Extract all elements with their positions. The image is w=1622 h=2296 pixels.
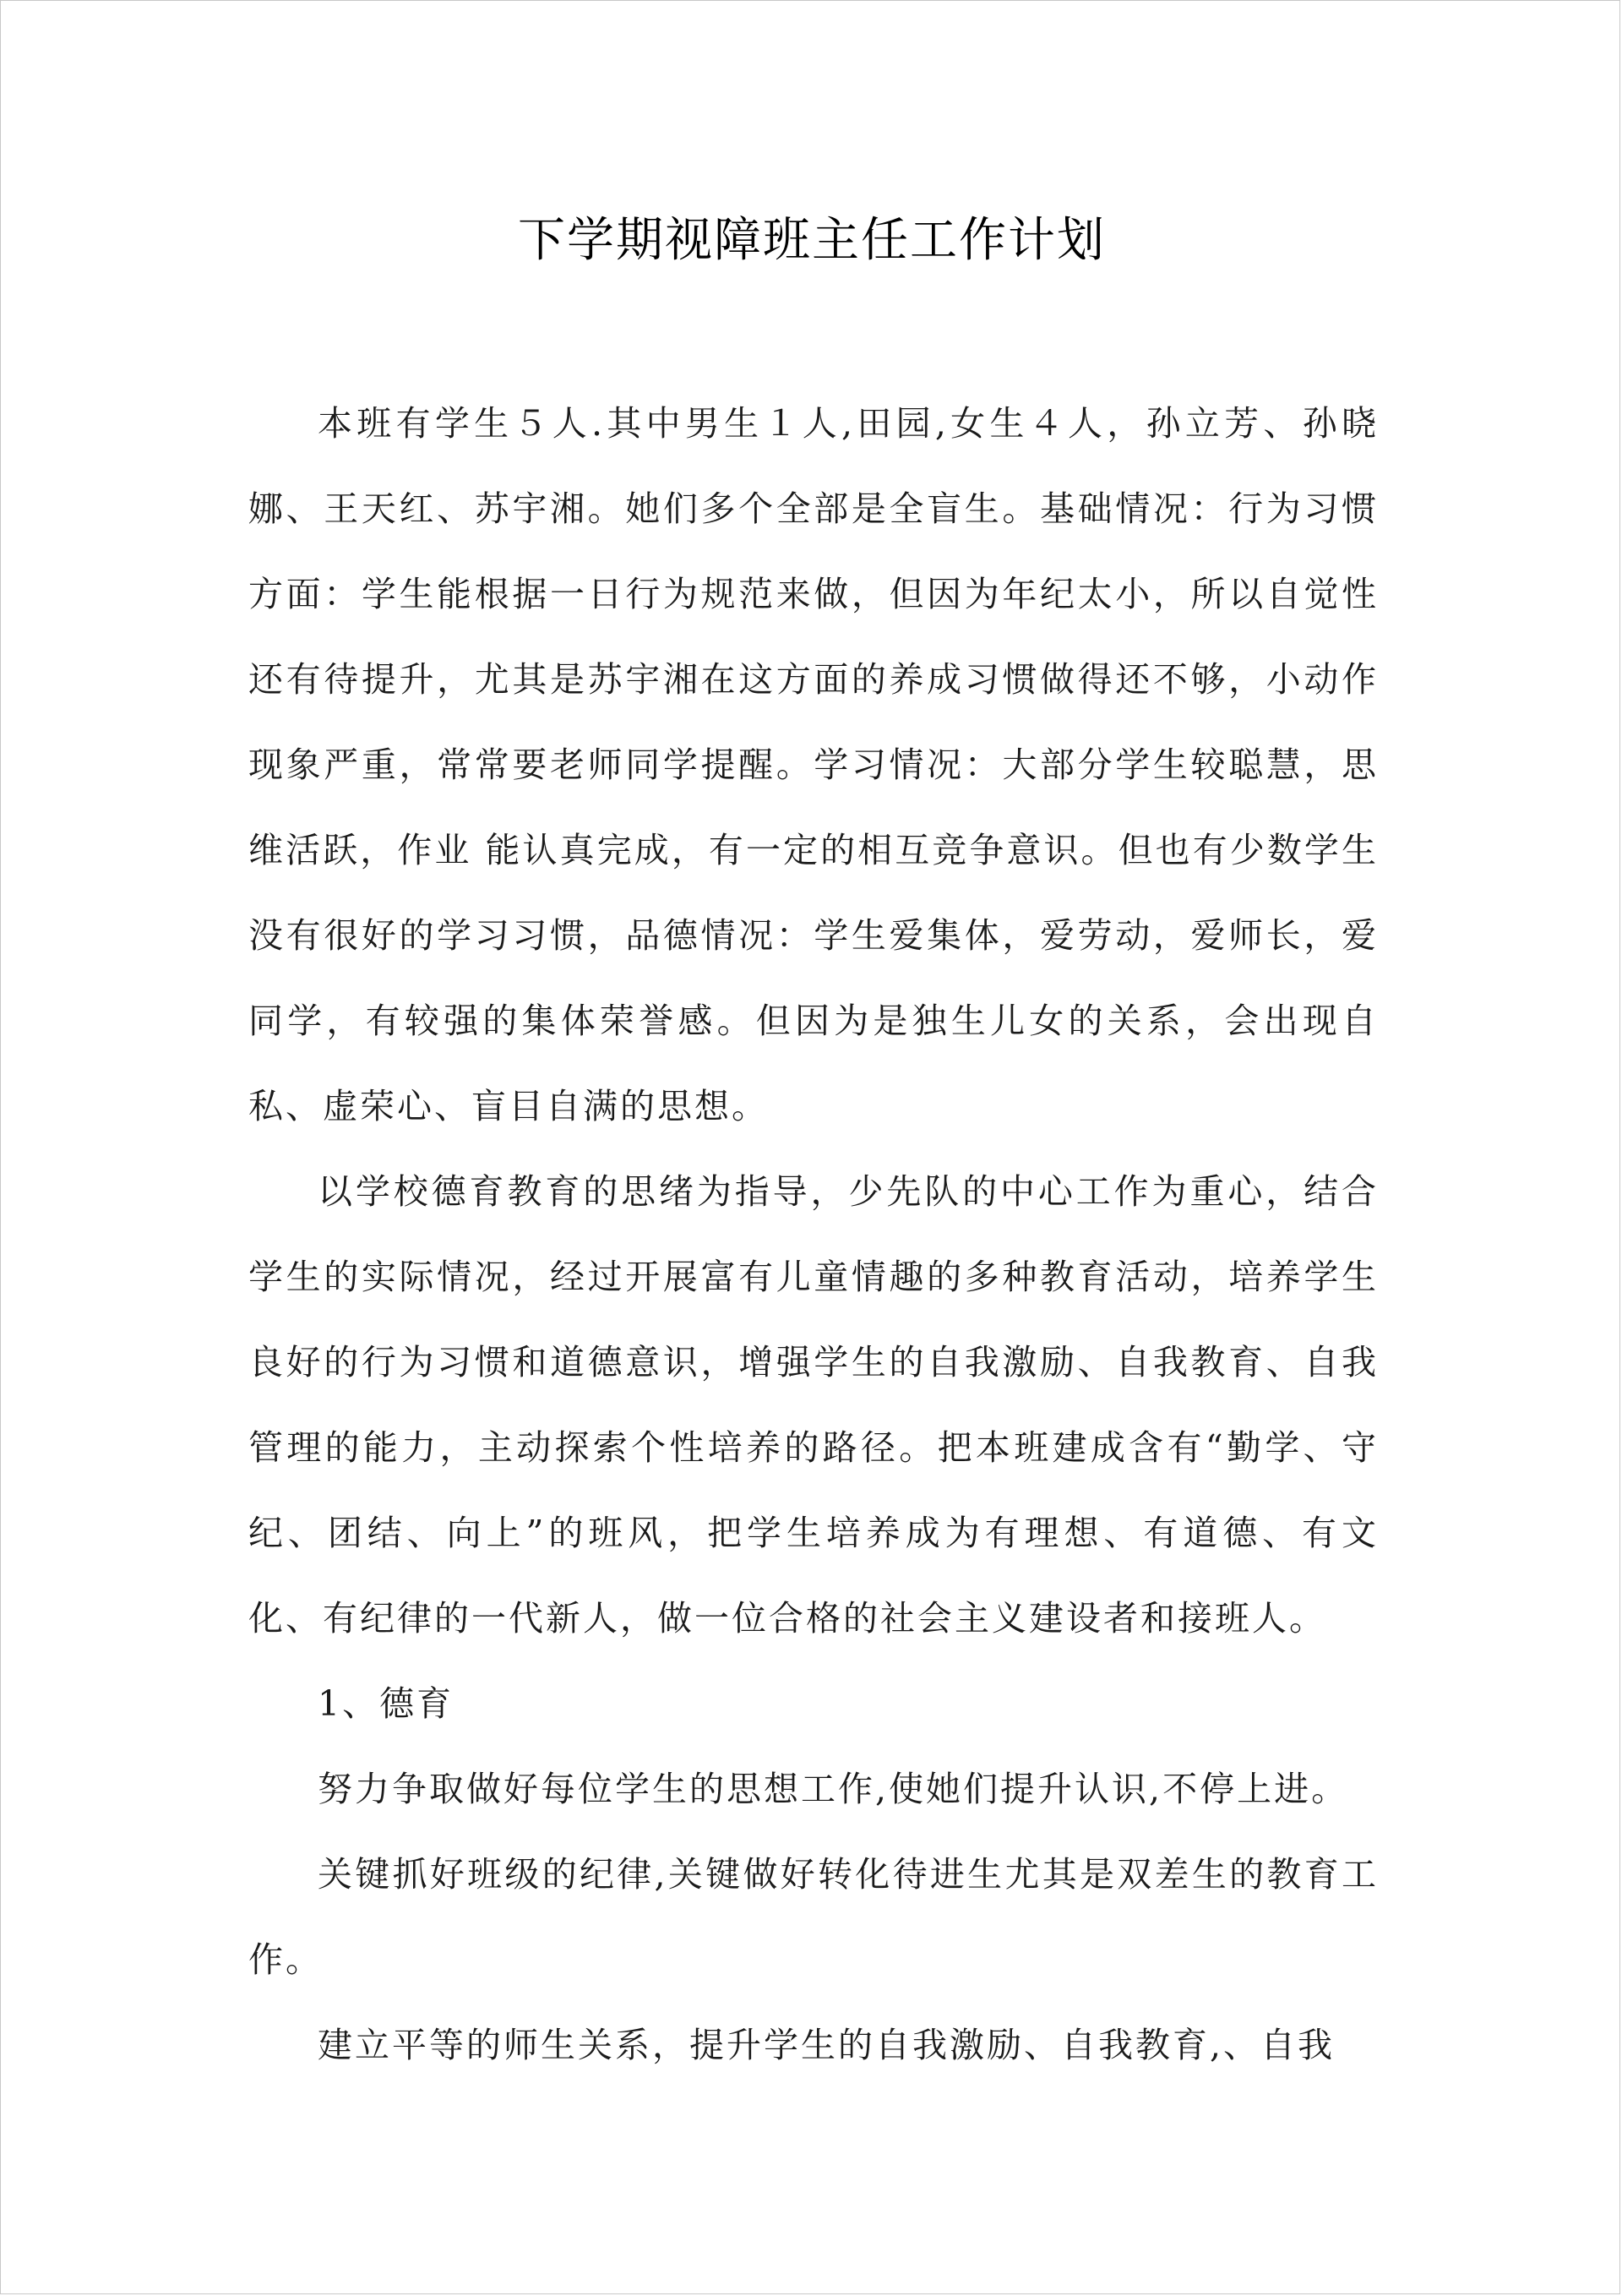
section-heading-moral-education: 1、德育 [318,1683,454,1724]
paragraph-class-overview: 本班有学生５人.其中男生１人,田园,女生４人，孙立芳、孙晓娜、王天红、苏宇湘。她们多个全部是全盲生。基础情况：行为习惯方面：学生能根据一日行为规范来做，但因为年纪太小，所以自觉性还有待提升，尤其是苏宇湘在这方面的养成习惯做得还不够，小动作现象严重，常常要老师同学提醒。学习情况：大部分学生较聪慧，思维活跃，作业 能认真完成，有一定的相互竞争意识。但也有少数学生没有很好的学习习惯，品德情况：学生爱集体，爱劳动，爱师长，爱同学，有较强的集体荣誉感。但因为是独生儿女的关系，会出现自私、虚荣心、盲目自满的思想。 [248,403,1379,1126]
paragraph-thought-work: 努力争取做好每位学生的思想工作,使她们提升认识,不停上进。 [318,1769,1349,1809]
paragraph-guiding-principle: 以学校德育教育的思绪为指导，少先队的中心工作为重心，结合学生的实际情况，经过开展富有儿童情趣的多种教育活动，培养学生良好的行为习惯和道德意识，增强学生的自我激励、自我教育、自我管理的能力，主动探索个性培养的路径。把本班建成含有“勤学、守纪、团结、向上”的班风，把学生培养成为有理想、有道德、有文化、有纪律的一代新人，做一位合格的社会主义建设者和接班人。 [248,1171,1379,1639]
document-body [248,381,1379,2088]
document-title: 下学期视障班主任工作计划 [518,213,1106,268]
paragraph-teacher-student-relation: 建立平等的师生关系，提升学生的自我激励、自我教育,、自我 [318,2025,1336,2065]
paragraph-discipline: 关键抓好班级的纪律,关键做好转化待进生尤其是双差生的教育工作。 [248,1854,1379,1980]
